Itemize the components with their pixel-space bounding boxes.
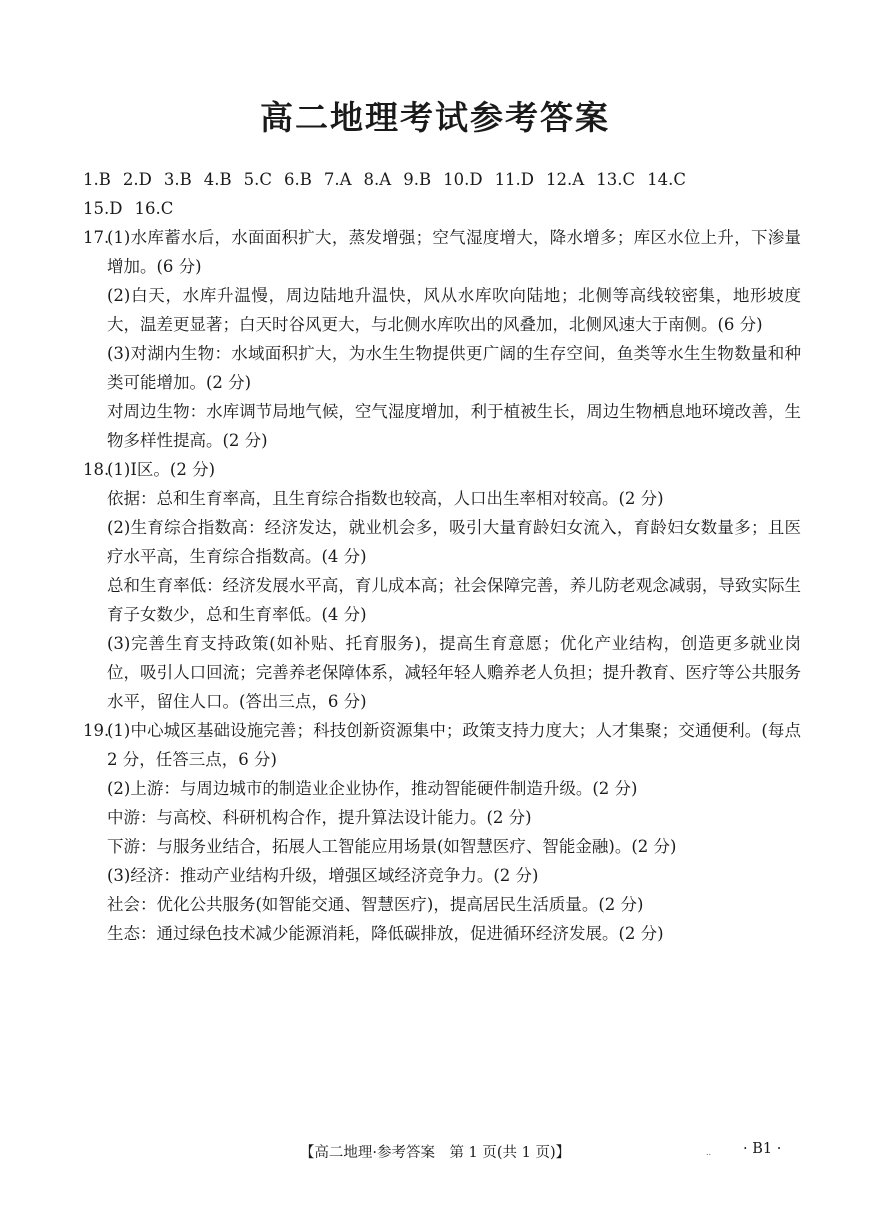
choice-answer: 10.D — [443, 170, 483, 189]
answer-paragraph: 总和生育率低：经济发展水平高，育儿成本高；社会保障完善，养儿防老观念减弱，导致实际生育子女数少，总和生育率低。(4 分) — [107, 576, 801, 624]
answer-paragraph: (2)生育综合指数高：经济发达，就业机会多，吸引大量育龄妇女流入，育龄妇女数量多；且医疗水平高，生育综合指数高。(4 分) — [107, 518, 801, 566]
question-number: 19. — [83, 721, 110, 740]
choice-answer: 7.A — [323, 170, 352, 189]
choice-answer: 6.B — [283, 170, 312, 189]
page-title: 高二地理考试参考答案 — [260, 98, 610, 137]
choice-answer: 15.D — [83, 199, 123, 218]
answer-paragraph: (2)白天，水库升温慢，周边陆地升温快，风从水库吹向陆地；北侧等高线较密集，地形坡度大，温差更显著；白天时谷风更大，与北侧水库吹出的风叠加，北侧风速大于南侧。(6 分) — [107, 286, 801, 334]
footer-dots: .. — [706, 1148, 712, 1157]
answer-content — [83, 165, 801, 948]
answer-paragraph: 社会：优化公共服务(如智能交通、智慧医疗)，提高居民生活质量。(2 分) — [107, 895, 644, 914]
choice-answers-line-1 — [83, 165, 801, 194]
question-number: 17. — [83, 228, 110, 247]
answer-paragraph: (3)经济：推动产业结构升级，增强区域经济竞争力。(2 分) — [107, 866, 539, 885]
choice-answers-line-2 — [83, 194, 801, 223]
answer-paragraph: 中游：与高校、科研机构合作，提升算法设计能力。(2 分) — [107, 808, 532, 827]
question-18 — [83, 455, 801, 716]
answer-paragraph: (3)对湖内生物：水域面积扩大，为水生生物提供更广阔的生存空间，鱼类等水生生物数量和种类可能增加。(2 分) — [107, 344, 801, 392]
choice-answer: 8.A — [363, 170, 392, 189]
choice-answer: 9.B — [403, 170, 432, 189]
choice-answer: 3.B — [163, 170, 192, 189]
page-code: · B1 · — [743, 1141, 782, 1157]
answer-paragraph: 下游：与服务业结合，拓展人工智能应用场景(如智慧医疗、智能金融)。(2 分) — [107, 837, 677, 856]
choice-answer: 12.A — [546, 170, 585, 189]
choice-answer: 11.D — [494, 170, 535, 189]
choice-answer: 13.C — [596, 170, 636, 189]
choice-answer: 1.B — [83, 170, 111, 189]
answer-paragraph: (1)水库蓄水后，水面面积扩大，蒸发增强；空气湿度增大，降水增多；库区水位上升，下渗量增加。(6 分) — [107, 228, 801, 276]
answer-paragraph: (1)中心城区基础设施完善；科技创新资源集中；政策支持力度大；人才集聚；交通便利。(每点 2 分，任答三点，6 分) — [107, 721, 801, 769]
question-17 — [83, 223, 801, 455]
answer-paragraph: (1)Ⅰ区。(2 分) — [107, 460, 216, 479]
question-19 — [83, 716, 801, 948]
answer-paragraph: 依据：总和生育率高，且生育综合指数也较高，人口出生率相对较高。(2 分) — [107, 489, 664, 508]
choice-answer: 16.C — [134, 199, 174, 218]
choice-answer: 5.C — [243, 170, 272, 189]
answer-paragraph: (2)上游：与周边城市的制造业企业协作，推动智能硬件制造升级。(2 分) — [107, 779, 638, 798]
question-number: 18. — [83, 460, 110, 479]
choice-answer: 14.C — [647, 170, 686, 189]
answer-paragraph: 对周边生物：水库调节局地气候，空气湿度增加，利于植被生长，周边生物栖息地环境改善，生物多样性提高。(2 分) — [107, 402, 801, 450]
choice-answer: 4.B — [203, 170, 232, 189]
page-footer: 【高二地理·参考答案 第 1 页(共 1 页)】 — [299, 1145, 571, 1161]
answer-paragraph: (3)完善生育支持政策(如补贴、托育服务)，提高生育意愿；优化产业结构，创造更多就业岗位，吸引人口回流；完善养老保障体系，减轻年轻人赡养老人负担；提升教育、医疗等公共服务水平，留住人口。(答出三点，6 分) — [107, 634, 801, 711]
answer-paragraph: 生态：通过绿色技术减少能源消耗，降低碳排放，促进循环经济发展。(2 分) — [107, 924, 664, 943]
choice-answer: 2.D — [122, 170, 152, 189]
